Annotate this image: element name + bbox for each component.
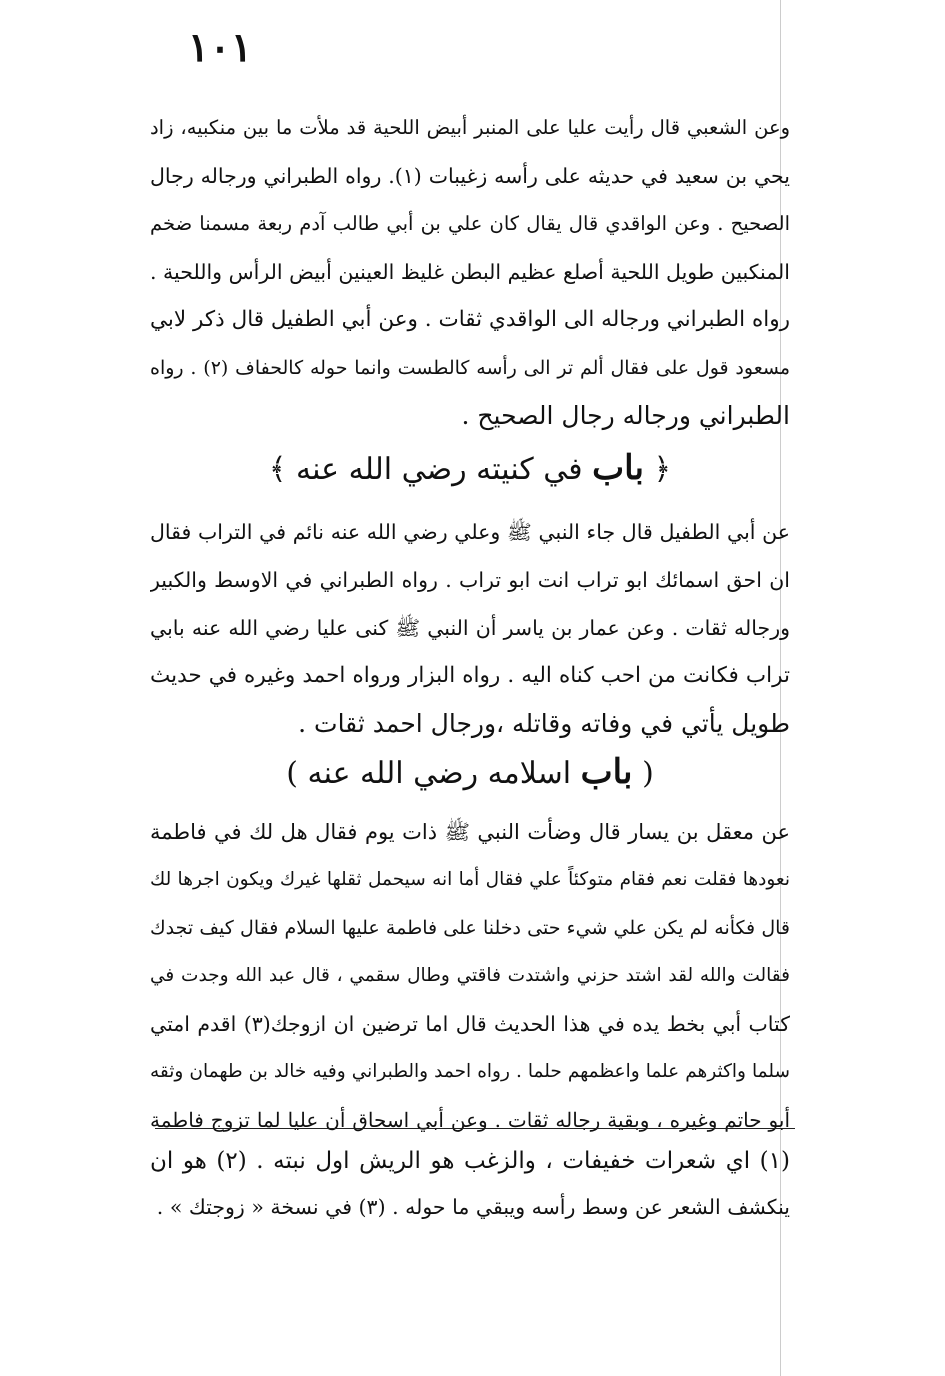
text-line: فقالت والله لقد اشتد حزني واشتدت فاقتي وطال سقمي ، قال عبد الله وجدت في	[150, 965, 790, 986]
text-line: أبو حاتم وغيره ، وبقية رجاله ثقات . وعن أبي اسحاق أن عليا لما تزوج فاطمة	[150, 1108, 790, 1132]
paragraph-2	[150, 508, 790, 748]
text-line: عن معقل بن يسار قال وضأت النبي ﷺ ذات يوم فقال هل لك في فاطمة	[150, 820, 790, 844]
heading-open-bracket: ﴿	[653, 452, 672, 487]
text-line: الطبراني ورجاله رجال الصحيح .	[461, 401, 790, 430]
text-line: قال فكأنه لم يكن علي شيء حتى دخلنا على فاطمة عليها السلام فقال كيف تجدك	[150, 917, 790, 939]
text-line: طويل يأتي في وفاته وقاتله ،ورجال احمد ثقات .	[298, 709, 790, 738]
heading-bab-word: باب	[580, 752, 633, 792]
text-line: ان احق اسمائك ابو تراب انت ابو تراب . رواه الطبراني في الاوسط والكبير	[150, 568, 790, 592]
text-line: تراب فكانت من احب كناه اليه . رواه البزار ورواه احمد وغيره في حديث	[150, 663, 790, 688]
text-line: ورجاله ثقات . وعن عمار بن ياسر أن النبي ﷺ كنى عليا رضي الله عنه بابي	[150, 616, 790, 640]
text-line: كتاب أبي بخط يده في هذا الحديث قال اما ترضين ان ازوجك(٣) اقدم امتي	[150, 1012, 790, 1036]
heading-open-bracket: (	[642, 756, 654, 791]
text-line: الصحيح . وعن الواقدي قال يقال كان علي بن أبي طالب آدم ربعة مسمنا ضخم	[150, 212, 790, 235]
footnotes	[150, 1138, 790, 1230]
text-line: عن أبي الطفيل قال جاء النبي ﷺ وعلي رضي الله عنه نائم في التراب فقال	[150, 520, 790, 544]
heading-close-bracket: )	[286, 756, 298, 791]
text-line: المنكبين طويل اللحية أصلع عظيم البطن غليظ العينين أبيض الرأس واللحية .	[150, 260, 790, 284]
text-line: وعن الشعبي قال رأيت عليا على المنبر أبيض اللحية قد ملأت ما بين منكبيه، زاد	[150, 116, 790, 139]
footnote-divider	[155, 1128, 795, 1129]
text-line: سلما واكثرهم علما واعظمهم حلما . رواه احمد والطبراني وفيه خالد بن طهمان وثقه	[150, 1061, 790, 1082]
text-line: مسعود قول على فقال ألم تر الى رأسه كالطست وانما حوله كالحفاف (٢) . رواه	[150, 357, 790, 379]
footnote-line: (١) اي شعرات خفيفات ، والزغب هو الريش اول نبته . (٢) هو ان	[150, 1148, 790, 1174]
heading-title: اسلامه رضي الله عنه	[307, 756, 572, 791]
heading-title: في كنيته رضي الله عنه	[296, 452, 583, 487]
paragraph-3	[150, 808, 790, 1144]
text-line: نعودها فقلت نعم فقام متوكئاً علي فقال أما انه سيحمل ثقلها غيرك ويكون اجرها لك	[150, 869, 790, 890]
heading-close-bracket: ﴾	[268, 452, 287, 487]
paragraph-1	[150, 104, 790, 440]
text-line: رواه الطبراني ورجاله الى الواقدي ثقات . وعن أبي الطفيل قال ذكر لابي	[150, 307, 790, 332]
heading-bab-word: باب	[592, 448, 644, 488]
footnote-line: ينكشف الشعر عن وسط رأسه ويبقي ما حوله . (٣) في نسخة « زوجتك » .	[156, 1195, 790, 1219]
page-number: ١٠١	[187, 24, 253, 71]
section-heading-kunya	[150, 444, 790, 500]
text-line: يحي بن سعيد في حديثه على رأسه زغيبات (١). رواه الطبراني ورجاله رجال	[150, 164, 790, 188]
section-heading-islam	[150, 748, 790, 804]
